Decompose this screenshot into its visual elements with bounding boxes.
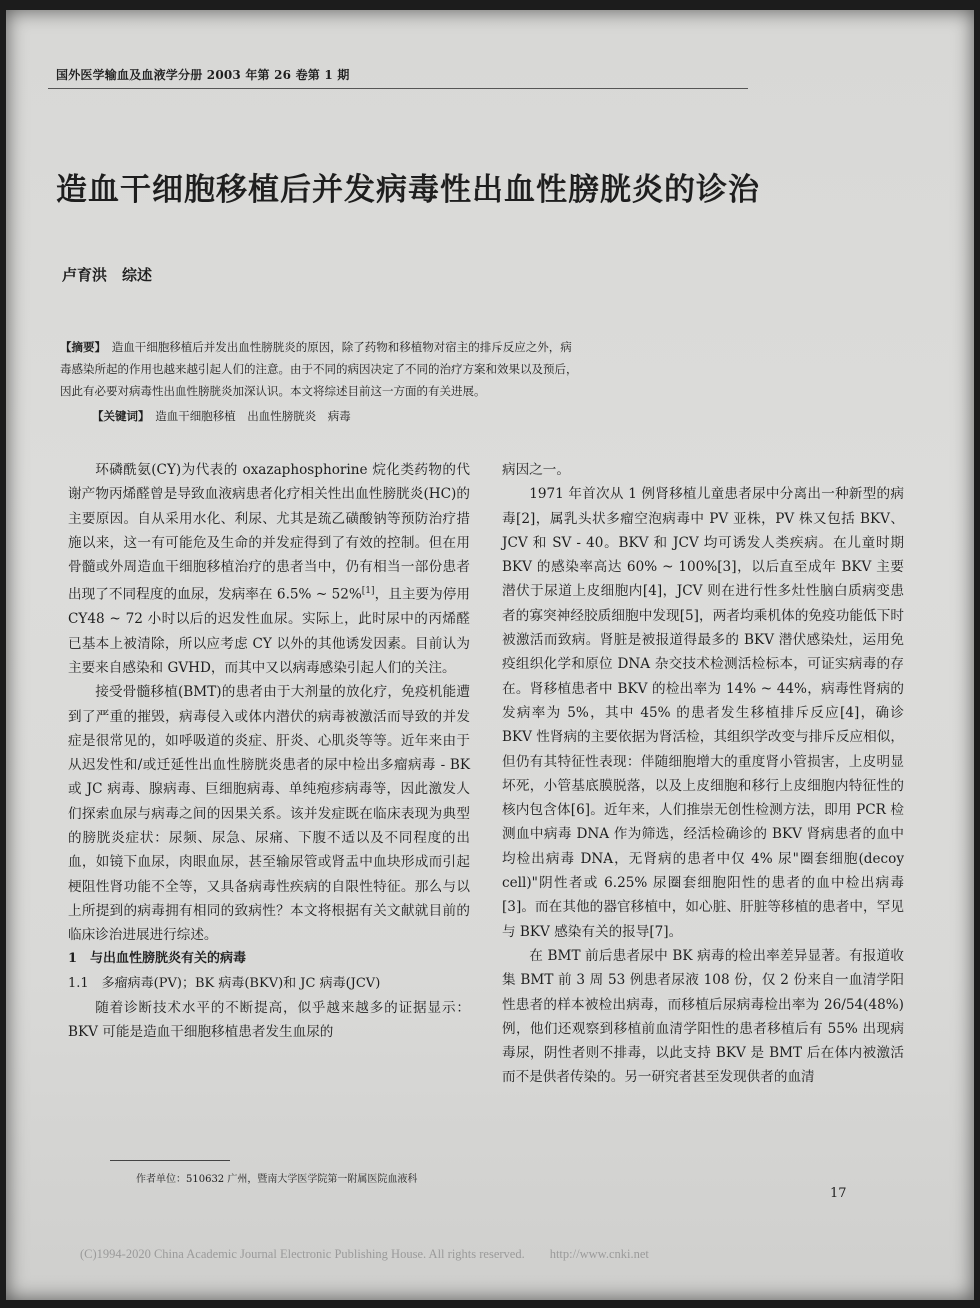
- abstract-line-2: 毒感染所起的作用也越来越引起人们的注意。由于不同的病因决定了不同的治疗方案和效果以及预后，: [60, 362, 578, 376]
- paragraph: 随着诊断技术水平的不断提高，似乎越来越多的证据显示：BKV 可能是造血干细胞移植患者发生血尿的: [68, 1000, 470, 1041]
- abstract-line-1: [60, 336, 780, 358]
- header-rule: [48, 88, 748, 89]
- journal-header: 国外医学输血及血液学分册 2003 年第 26 卷第 1 期: [56, 68, 350, 82]
- paragraph: 病因之一。: [502, 462, 570, 478]
- paragraph: 接受骨髓移植(BMT)的患者由于大剂量的放化疗，免疫机能遭到了严重的摧毁，病毒侵入或体内潜伏的病毒被激活而导致的并发症是很常见的，如呼吸道的炎症、肝炎、心肌炎等等。近年来由于从迟发性和/或迁延性出血性膀胱炎患者的尿中检出多瘤病毒 - BK 或 JC 病毒、腺病毒、巨细胞病毒、单纯疱疹病毒等，因此激发人们探索血尿与病毒之间的因果关系。该并发症既在临床表现为典型的膀胱炎症状：尿频、尿急、尿痛、下腹不适以及不同程度的出血，如镜下血尿，肉眼血尿，甚至输尿管或肾盂中血块形成而引起梗阻性肾功能不全等，又具备病毒性疾病的自限性特征。那么与以上所提到的病毒拥有相同的致病性？本文将根据有关文献就目前的临床诊治进展进行综述。: [68, 684, 470, 944]
- article-title: 造血干细胞移植后并发病毒性出血性膀胱炎的诊治: [56, 172, 760, 208]
- paragraph-text: ，且主要为停用 CY48 ~ 72 小时以后的迟发性血尿。实际上，此时尿中的丙烯醛已基本上被清除，所以应考虑 CY 以外的其他诱发因素。目前认为主要来自感染和 GVHD，而其中又以病毒感染引起人们的关注。: [68, 587, 471, 676]
- paragraph-text: 环磷酰氨(CY)为代表的 oxazaphosphorine 烷化类药物的代谢产物丙烯醛曾是导致血液病患者化疗相关性出血性膀胱炎(HC)的主要原因。自从采用水化、利尿、尤其是巯乙磺酸钠等预防治疗措施以来，这一有可能危及生命的并发症得到了有效的控制。但在用骨髓或外周造血干细胞移植治疗的患者当中，仍有相当一部份患者出现了不同程度的血尿，发病率在 6.5% ~ 52%: [68, 462, 470, 604]
- keywords-text: 造血干细胞移植 出血性膀胱炎 病毒: [155, 409, 351, 423]
- keywords: [92, 408, 351, 424]
- section-heading: 1 与出血性膀胱炎有关的病毒: [68, 951, 247, 967]
- footnote: 作者单位：510632 广州，暨南大学医学院第一附属医院血液科: [136, 1174, 418, 1185]
- abstract-line-3: 因此有必要对病毒性出血性膀胱炎加深认识。本文将综述目前这一方面的有关进展。: [60, 384, 486, 398]
- authors: 卢育洪 综述: [62, 266, 153, 284]
- subsection-heading: 1.1 多瘤病毒(PV)；BK 病毒(BKV)和 JC 病毒(JCV): [68, 975, 381, 991]
- right-column: [502, 458, 904, 1090]
- footnote-rule: [110, 1160, 230, 1161]
- paragraph: 在 BMT 前后患者尿中 BK 病毒的检出率差异显著。有报道收集 BMT 前 3 周 53 例患者尿液 108 份，仅 2 份来自一血清学阳性患者的样本被检出病毒，而移植后尿病毒检出率为 26/54(48%)例，他们还观察到移植前血清学阳性的患者移植后有 55% 出现病毒尿，阴性者则不排毒，以此支持 BKV 是 BMT 后在体内被激活而不是供者传染的。另一研究者甚至发现供者的血清: [502, 947, 904, 1086]
- page-number: 17: [830, 1186, 847, 1201]
- citation: [1]: [361, 586, 375, 597]
- abstract-text-1: 造血干细胞移植后并发出血性膀胱炎的原因，除了药物和移植物对宿主的排斥反应之外，病: [111, 340, 572, 354]
- copyright-watermark: (C)1994-2020 China Academic Journal Electronic Publishing House. All rights reserved. http://www.cnki.net: [80, 1247, 649, 1261]
- paragraph: 1971 年首次从 1 例肾移植儿童患者尿中分离出一种新型的病毒[2]，属乳头状多瘤空泡病毒中 PV 亚株，PV 株又包括 BKV、JCV 和 SV - 40。BKV 和 JCV 均可诱发人类疾病。在儿童时期 BKV 的感染率高达 60% ~ 100%[3]，以后直至成年 BKV 主要潜伏于尿道上皮细胞内[4]，JCV 则在进行性多灶性脑白质病变患者的寡突神经胶质细胞中发现[5]，两者均乘机体的免疫功能低下时被激活而致病。肾脏是被报道得最多的 BKV 潜伏感染灶，运用免疫组织化学和原位 DNA 杂交技术检测活检标本，可证实病毒的存在。肾移植患者中 BKV 的检出率为 14% ~ 44%，病毒性肾病的发病率为 5%，其中 45% 的患者发生移植排斥反应[4]，确诊 BKV 性肾病的主要依据为肾活检，其组织学改变与排斥反应相似，但仍有其特征性表现：伴随细胞增大的重度肾小管损害，上皮明显坏死，小管基底膜脱落，以及上皮细胞和移行上皮细胞内特征性的核内包含体[6]。近年来，人们推崇无创性检测方法，即用 PCR 检测血中病毒 DNA 作为筛选，经活检确诊的 BKV 肾病患者的血中均检出病毒 DNA，无肾病的患者中仅 4% 尿"圈套细胞(decoy cell)"阴性者或 6.25% 尿圈套细胞阳性的患者的血中检出病毒[3]。而在其他的器官移植中，如心脏、肝脏等移植的患者中，罕见与 BKV 感染有关的报导[7]。: [502, 486, 904, 940]
- abstract-label: 【摘要】: [60, 340, 101, 354]
- paragraph: [68, 458, 470, 680]
- keywords-label: 【关键词】: [92, 409, 144, 423]
- abstract: [60, 336, 780, 402]
- left-column: [68, 458, 470, 1045]
